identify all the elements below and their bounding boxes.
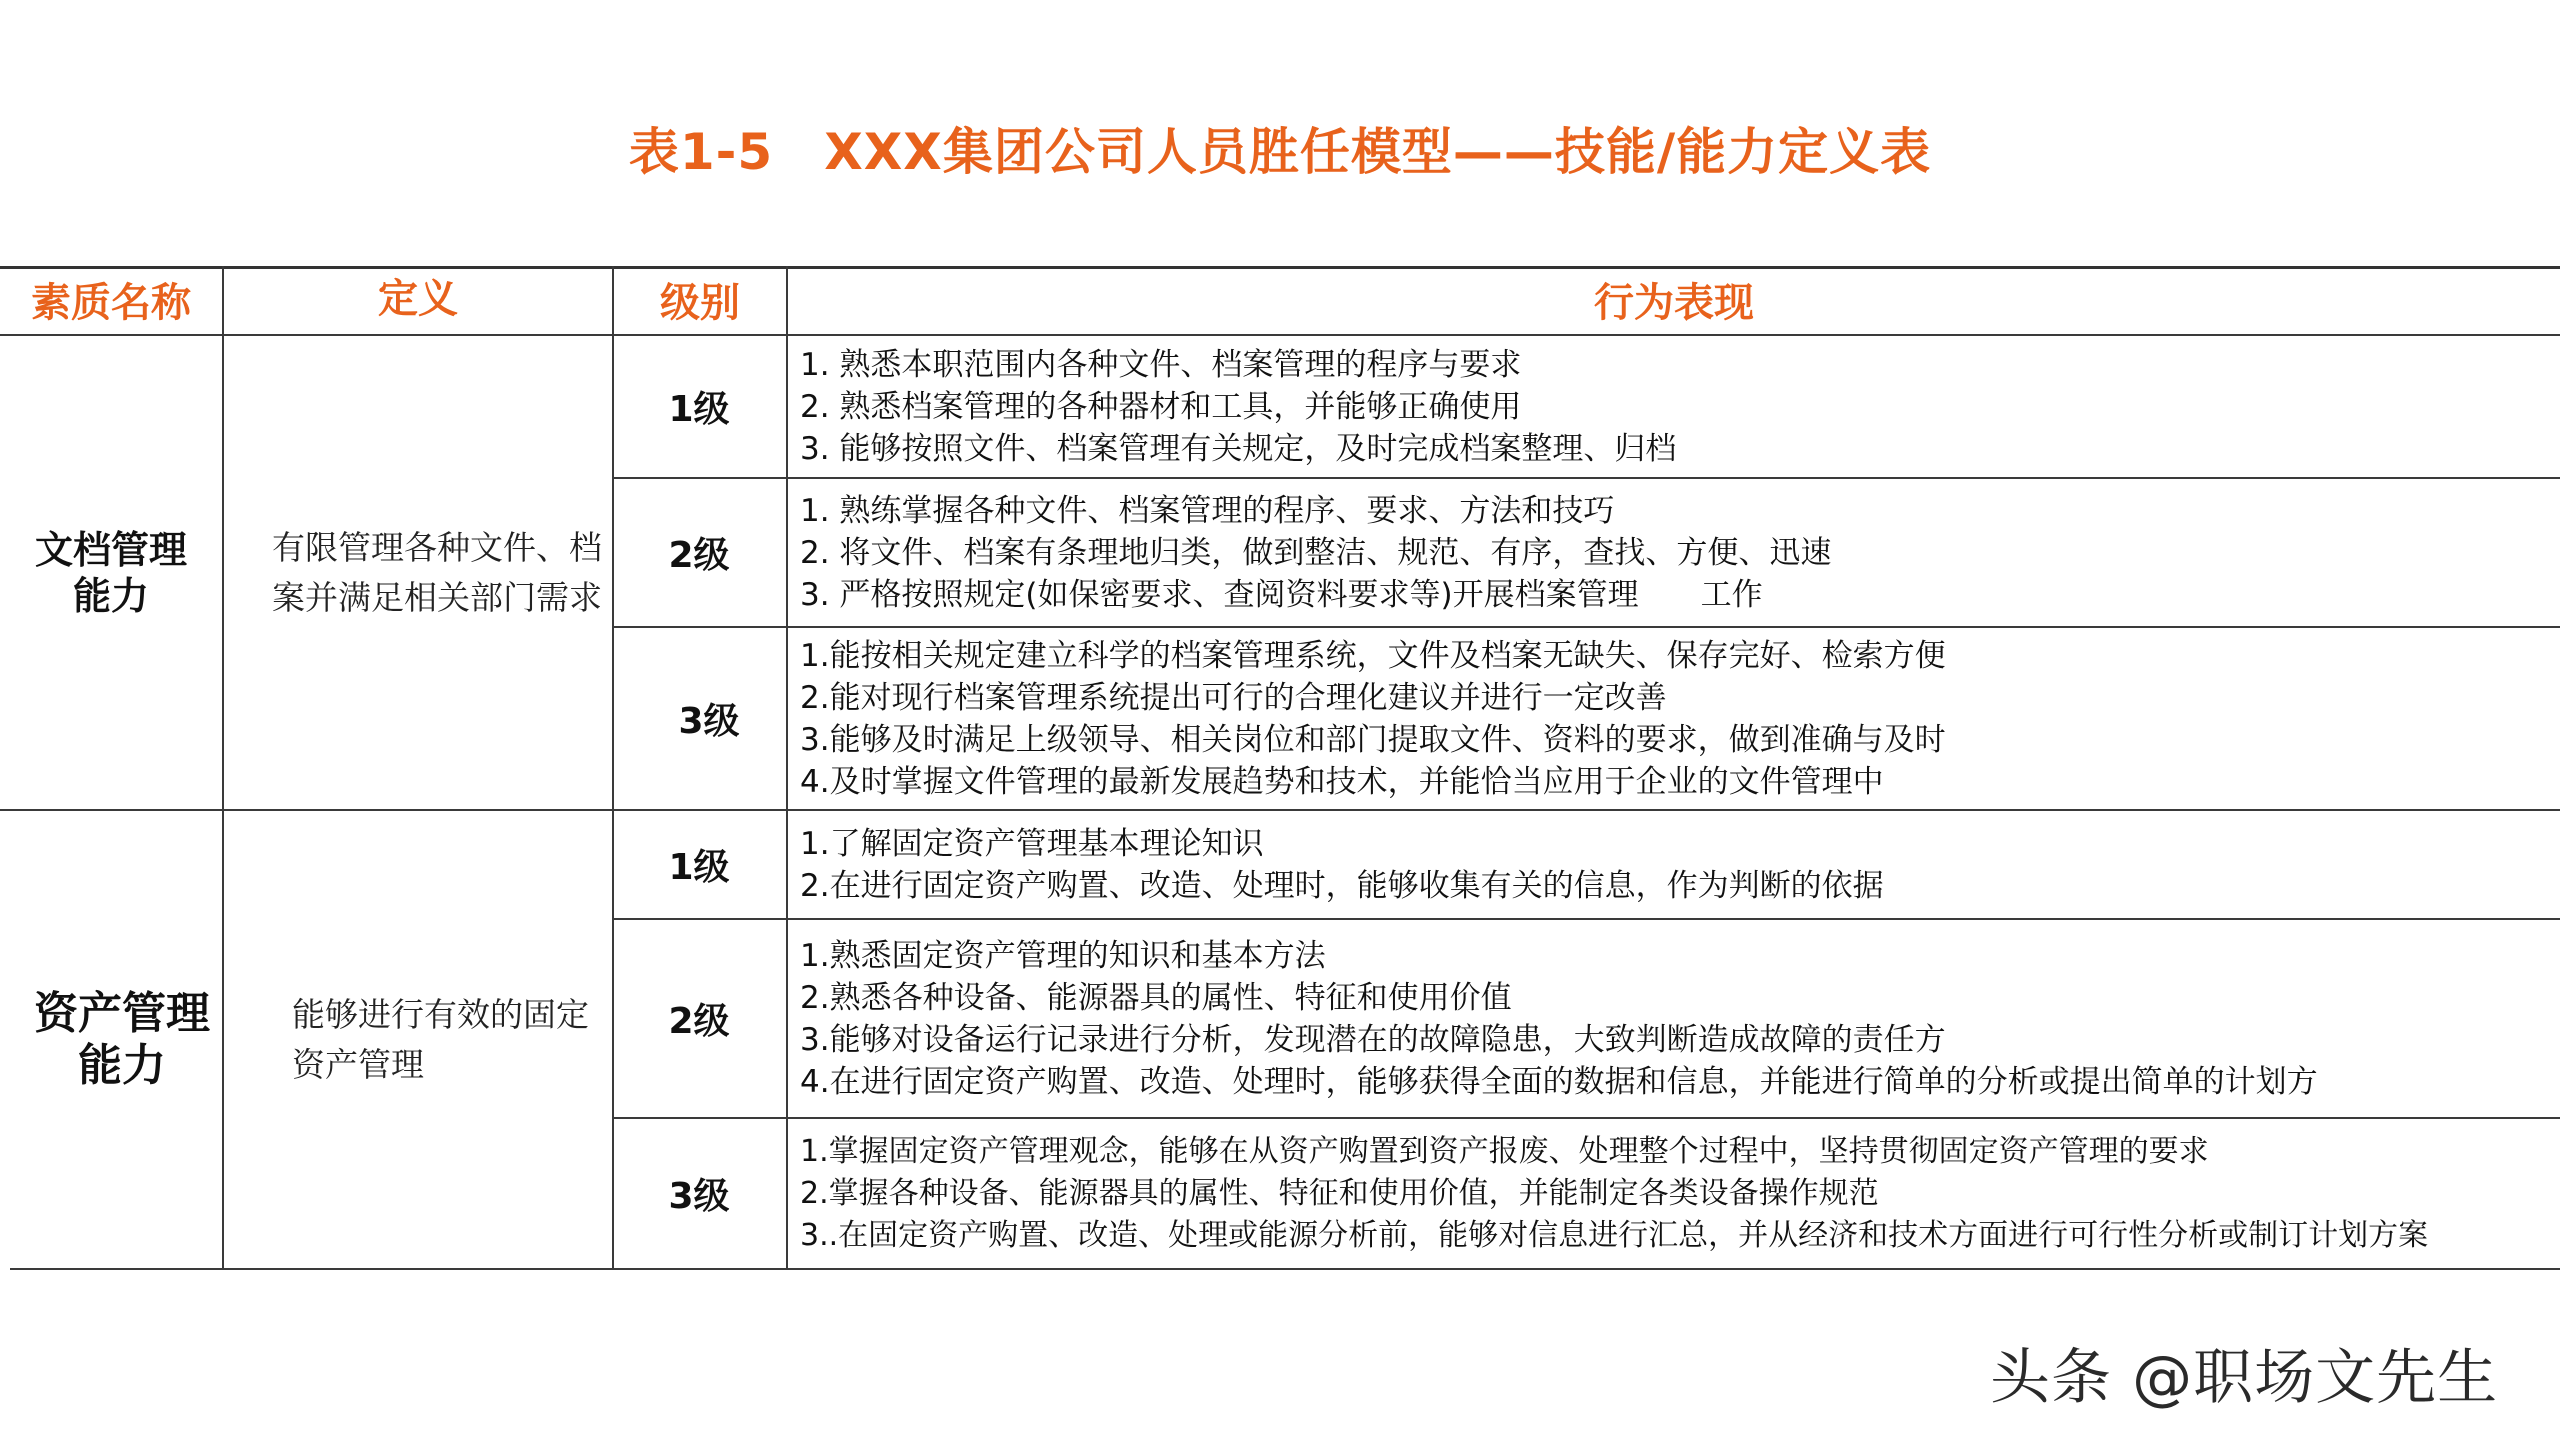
level-label: 1级 (668, 847, 730, 888)
behavior-item: 2.在进行固定资产购置、改造、处理时，能够收集有关的信息，作为判断的依据 (800, 867, 1884, 904)
level-label: 3级 (668, 1176, 730, 1217)
header-definition: 定义 (378, 276, 458, 322)
competency-name (0, 336, 222, 809)
level-label: 2级 (668, 1001, 730, 1042)
competency-definition: 有限管理各种文件、档案并满足相关部门需求 (272, 527, 602, 617)
behavior-item: 3. 严格按照规定(如保密要求、查阅资料要求等)开展档案管理 工作 (800, 576, 1763, 613)
header-behavior: 行为表现 (1594, 280, 1754, 326)
competency-name-line: 能力 (72, 573, 149, 618)
behavior-list (800, 479, 2560, 626)
behavior-item: 1.能按相关规定建立科学的档案管理系统，文件及档案无缺失、保存完好、检索方便 (800, 637, 1946, 674)
behavior-item: 4.在进行固定资产购置、改造、处理时，能够获得全面的数据和信息，并能进行简单的分析或提出简单的计划方 (800, 1063, 2318, 1100)
behavior-item: 3.能够及时满足上级领导、相关岗位和部门提取文件、资料的要求，做到准确与及时 (800, 721, 1946, 758)
watermark: 头条 @职场文先生 (1990, 1343, 2499, 1413)
competency-name-line: 能力 (78, 1039, 166, 1091)
behavior-item: 2.能对现行档案管理系统提出可行的合理化建议并进行一定改善 (800, 679, 1667, 716)
table-bottom-border (10, 1268, 2560, 1270)
competency-name (0, 811, 244, 1268)
behavior-item: 2. 将文件、档案有条理地归类，做到整洁、规范、有序，查找、方便、迅速 (800, 534, 1832, 571)
competency-name-line: 资产管理 (34, 987, 210, 1039)
behavior-item: 3..在固定资产购置、改造、处理或能源分析前，能够对信息进行汇总，并从经济和技术方面进行可行性分析或制订计划方案 (800, 1217, 2429, 1253)
competency-name-line: 文档管理 (34, 527, 187, 572)
header-name: 素质名称 (31, 280, 191, 326)
behavior-list (800, 336, 2560, 477)
behavior-list (800, 628, 2560, 809)
behavior-item: 2.掌握各种设备、能源器具的属性、特征和使用价值，并能制定各类设备操作规范 (800, 1175, 1879, 1211)
behavior-item: 3.能够对设备运行记录进行分析，发现潜在的故障隐患，大致判断造成故障的责任方 (800, 1021, 1946, 1058)
behavior-item: 2. 熟悉档案管理的各种器材和工具，并能够正确使用 (800, 388, 1522, 425)
behavior-item: 1.掌握固定资产管理观念，能够在从资产购置到资产报废、处理整个过程中，坚持贯彻固定资产管理的要求 (800, 1133, 2209, 1169)
competency-definition: 能够进行有效的固定资产管理 (292, 994, 589, 1084)
behavior-list (800, 811, 2560, 918)
behavior-item: 1. 熟练掌握各种文件、档案管理的程序、要求、方法和技巧 (800, 492, 1615, 529)
behavior-list (800, 1119, 2560, 1268)
behavior-list (800, 920, 2560, 1117)
page-title: 表1-5 XXX集团公司人员胜任模型——技能/能力定义表 (628, 123, 1932, 181)
behavior-item: 2.熟悉各种设备、能源器具的属性、特征和使用价值 (800, 979, 1512, 1016)
behavior-item: 3. 能够按照文件、档案管理有关规定，及时完成档案整理、归档 (800, 430, 1677, 467)
level-label: 3级 (678, 701, 740, 742)
behavior-item: 4.及时掌握文件管理的最新发展趋势和技术，并能恰当应用于企业的文件管理中 (800, 763, 1884, 800)
behavior-item: 1.了解固定资产管理基本理论知识 (800, 825, 1264, 862)
behavior-item: 1. 熟悉本职范围内各种文件、档案管理的程序与要求 (800, 346, 1522, 383)
behavior-item: 1.熟悉固定资产管理的知识和基本方法 (800, 937, 1326, 974)
level-label: 2级 (668, 535, 730, 576)
level-label: 1级 (668, 389, 730, 430)
header-level: 级别 (660, 280, 740, 326)
